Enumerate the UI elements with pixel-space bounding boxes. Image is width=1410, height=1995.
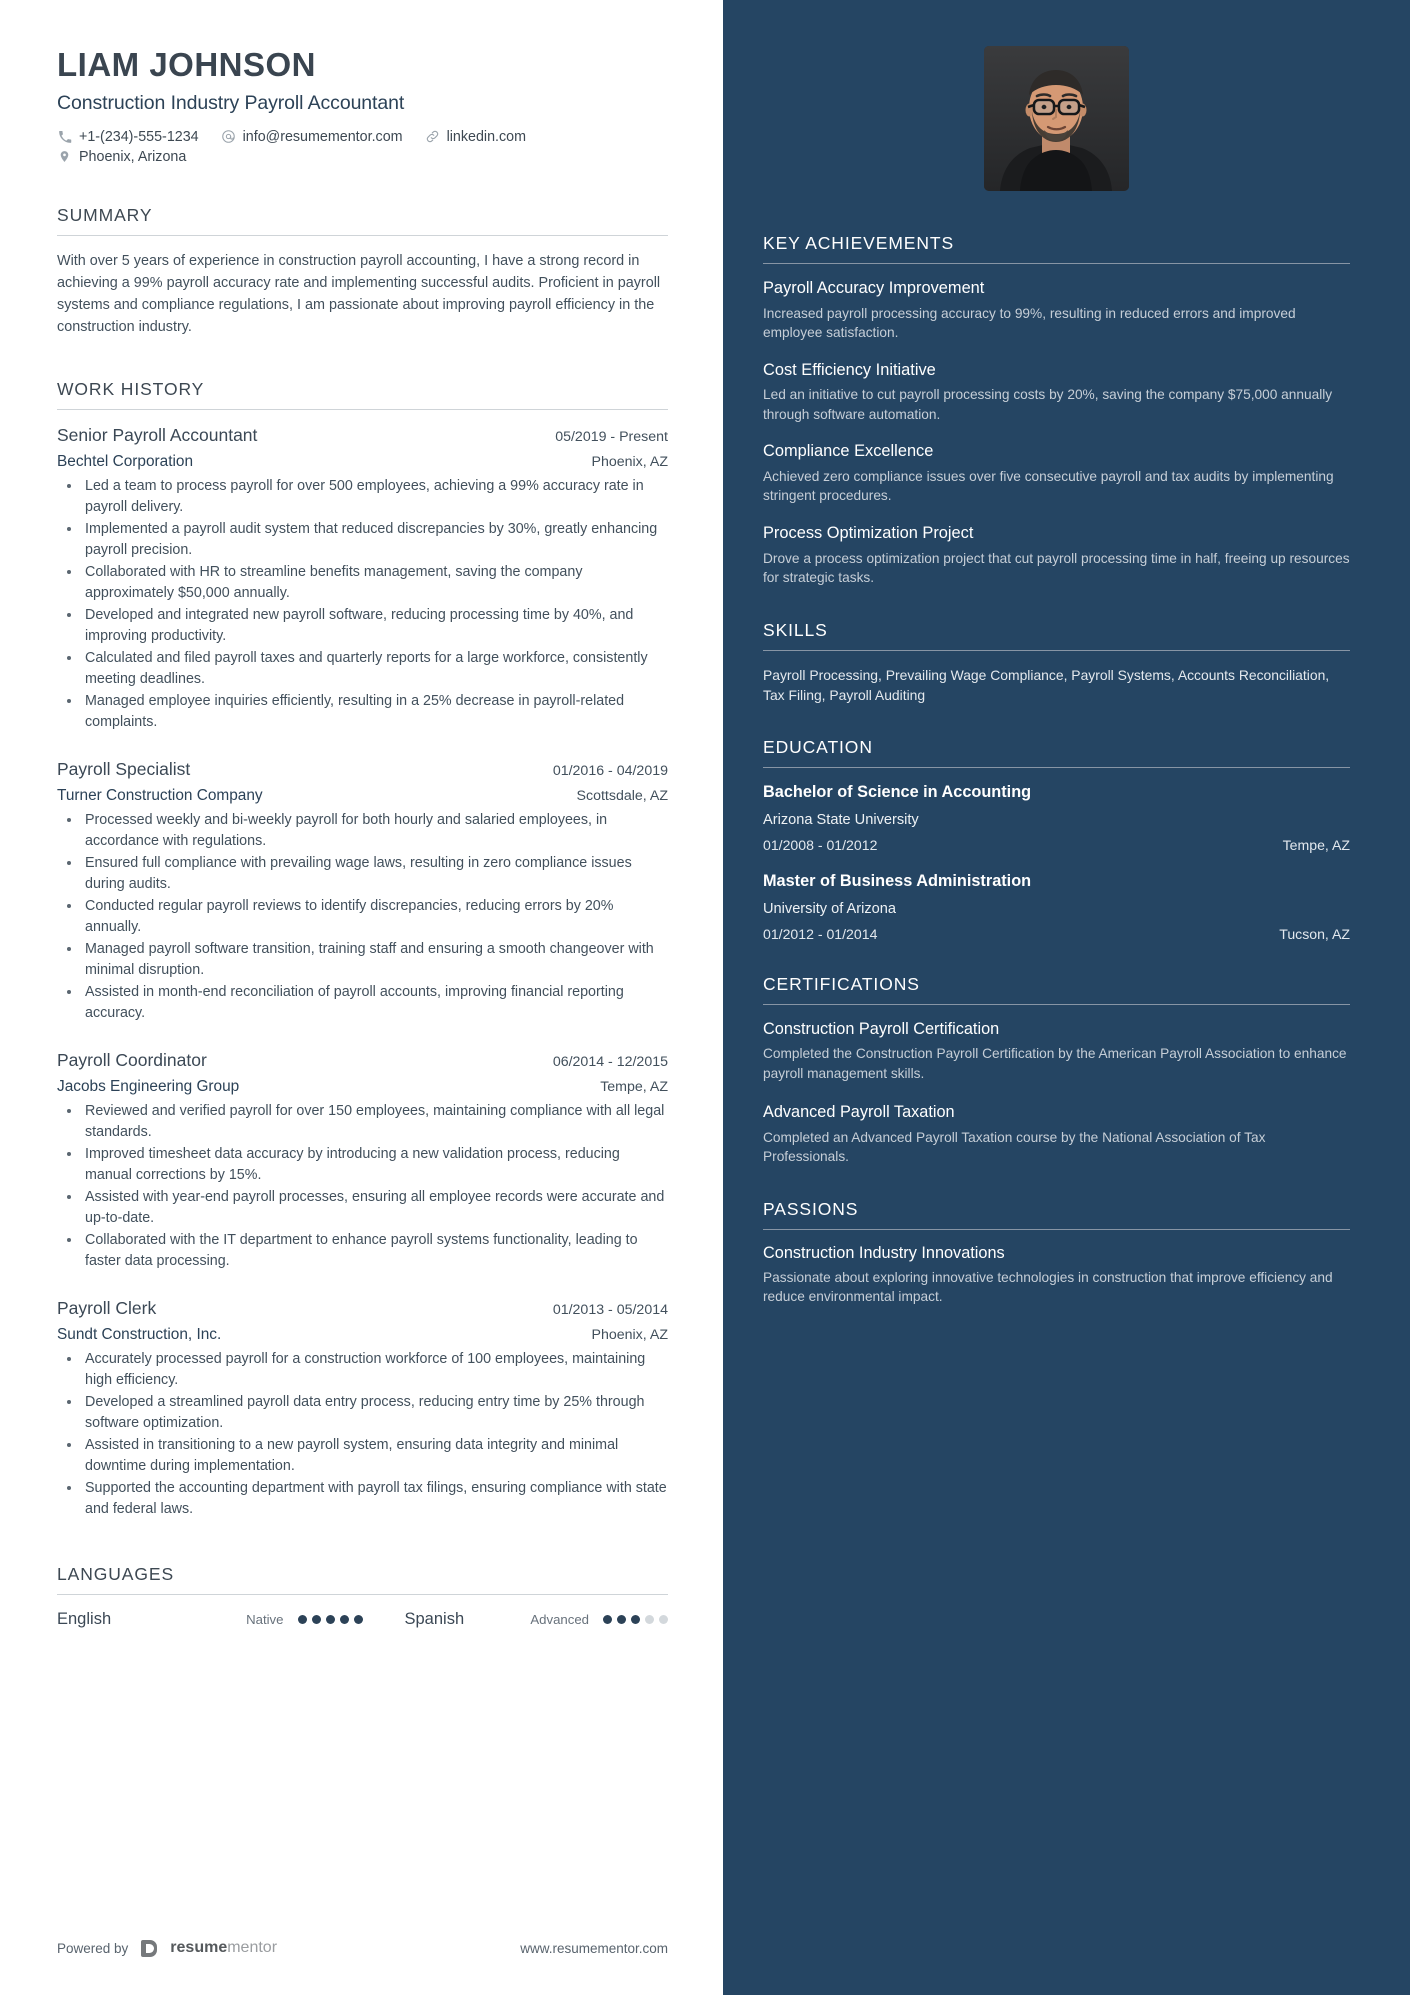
education-item bbox=[763, 782, 1350, 853]
job-location: Phoenix, AZ bbox=[591, 1326, 668, 1343]
achievement-desc: Increased payroll processing accuracy to 99%, resulting in reduced errors and improved employee satisfaction. bbox=[763, 305, 1296, 341]
avatar bbox=[984, 46, 1129, 191]
achievement-title: Cost Efficiency Initiative bbox=[763, 360, 936, 379]
key-achievements-section bbox=[763, 233, 1350, 588]
avatar-wrap bbox=[763, 46, 1350, 191]
work-history-section bbox=[57, 379, 668, 1521]
work-history-item bbox=[57, 1298, 668, 1520]
job-bullet: Managed employee inquiries efficiently, resulting in a 25% decrease in payroll-related complaints. bbox=[57, 691, 668, 733]
job-location: Scottsdale, AZ bbox=[576, 787, 668, 804]
rating-dot bbox=[298, 1615, 307, 1624]
certifications-heading: CERTIFICATIONS bbox=[763, 973, 920, 994]
education-dates: 01/2008 - 01/2012 bbox=[763, 836, 878, 853]
logo-light: mentor bbox=[227, 1939, 278, 1956]
job-bullet: Developed a streamlined payroll data entry process, reducing entry time by 25% through software optimization. bbox=[57, 1392, 668, 1434]
summary-divider bbox=[57, 235, 668, 236]
job-location: Tempe, AZ bbox=[600, 1078, 668, 1095]
achievement-desc: Led an initiative to cut payroll processing costs by 20%, saving the company $75,000 annually through software automation. bbox=[763, 387, 1333, 422]
rating-dot bbox=[603, 1615, 612, 1624]
contact-linkedin-text: linkedin.com bbox=[446, 128, 527, 145]
achievement-item bbox=[763, 523, 1350, 588]
job-bullet: Collaborated with the IT department to enhance payroll systems functionality, leading to faster data processing. bbox=[57, 1230, 668, 1272]
education-location: Tempe, AZ bbox=[1282, 836, 1350, 853]
achievement-title: Process Optimization Project bbox=[763, 524, 974, 543]
job-bullet: Developed and integrated new payroll software, reducing processing time by 40%, and improving productivity. bbox=[57, 605, 668, 647]
avatar-photo bbox=[984, 46, 1129, 191]
passion-title: Construction Industry Innovations bbox=[763, 1243, 1005, 1262]
languages-row bbox=[57, 1610, 668, 1629]
sidebar bbox=[723, 0, 1410, 1995]
passions-divider bbox=[763, 1229, 1350, 1230]
footer bbox=[57, 1939, 668, 1957]
rating-dot bbox=[617, 1615, 626, 1624]
passions-section bbox=[763, 1199, 1350, 1307]
job-bullets bbox=[57, 1101, 668, 1272]
job-bullet: Processed weekly and bi-weekly payroll for both hourly and salaried employees, in accordance with regulations. bbox=[57, 810, 668, 852]
job-bullet: Led a team to process payroll for over 500 employees, achieving a 99% accuracy rate in payroll delivery. bbox=[57, 476, 668, 518]
contact-email-text: info@resumementor.com bbox=[242, 128, 403, 145]
rating-dot bbox=[631, 1615, 640, 1624]
skills-section bbox=[763, 620, 1350, 705]
education-dates: 01/2012 - 01/2014 bbox=[763, 925, 878, 942]
job-bullet: Assisted in transitioning to a new payroll system, ensuring data integrity and minimal downtime during implementation. bbox=[57, 1435, 668, 1477]
certification-desc: Completed the Construction Payroll Certification by the American Payroll Association to enhance payroll management skills. bbox=[763, 1046, 1347, 1081]
job-location: Phoenix, AZ bbox=[591, 453, 668, 470]
education-school: University of Arizona bbox=[763, 900, 897, 917]
resumementor-logo-icon bbox=[141, 1940, 157, 1957]
powered-by bbox=[57, 1939, 277, 1957]
job-dates: 01/2016 - 04/2019 bbox=[552, 762, 668, 779]
language-level: Native bbox=[246, 1612, 284, 1628]
email-icon bbox=[221, 129, 236, 144]
work-history-item bbox=[57, 759, 668, 1024]
achievement-item bbox=[763, 278, 1350, 343]
contact-row bbox=[57, 129, 617, 165]
job-company: Turner Construction Company bbox=[57, 786, 263, 804]
contact-email[interactable] bbox=[221, 129, 403, 145]
key-achievements-heading: KEY ACHIEVEMENTS bbox=[763, 233, 955, 253]
work-history-item bbox=[57, 1050, 668, 1272]
location-pin-icon bbox=[57, 149, 72, 164]
job-dates: 06/2014 - 12/2015 bbox=[552, 1053, 668, 1070]
job-bullets bbox=[57, 810, 668, 1024]
certification-item bbox=[763, 1102, 1350, 1167]
logo-bold: resume bbox=[170, 1939, 228, 1956]
education-section bbox=[763, 737, 1350, 942]
work-history-divider bbox=[57, 409, 668, 410]
job-bullets bbox=[57, 1349, 668, 1520]
job-bullet: Assisted in month-end reconciliation of payroll accounts, improving financial reporting accuracy. bbox=[57, 982, 668, 1024]
phone-icon bbox=[57, 129, 72, 144]
language-rating-dots bbox=[298, 1615, 363, 1624]
skills-text: Payroll Processing, Prevailing Wage Compliance, Payroll Systems, Accounts Reconciliation, Tax Filing, Payroll Auditing bbox=[763, 666, 1330, 703]
achievement-title: Compliance Excellence bbox=[763, 442, 934, 461]
certification-title: Construction Payroll Certification bbox=[763, 1019, 1000, 1038]
language-item bbox=[363, 1610, 669, 1629]
skills-divider bbox=[763, 650, 1350, 651]
job-title: Payroll Coordinator bbox=[57, 1049, 207, 1070]
education-school: Arizona State University bbox=[763, 811, 919, 828]
certifications-section bbox=[763, 974, 1350, 1167]
powered-by-label: Powered by bbox=[57, 1940, 129, 1956]
link-icon bbox=[425, 129, 440, 144]
job-company: Bechtel Corporation bbox=[57, 452, 194, 470]
achievement-item bbox=[763, 441, 1350, 506]
languages-divider bbox=[57, 1594, 668, 1595]
passions-heading: PASSIONS bbox=[763, 1198, 859, 1219]
passion-desc: Passionate about exploring innovative technologies in construction that improve efficiency and reduce environmental impact. bbox=[763, 1269, 1333, 1305]
resumementor-logo-text bbox=[170, 1939, 277, 1957]
certifications-divider bbox=[763, 1004, 1350, 1005]
job-bullet: Ensured full compliance with prevailing wage laws, resulting in zero compliance issues during audits. bbox=[57, 853, 668, 895]
language-level: Advanced bbox=[530, 1612, 589, 1628]
language-name: English bbox=[57, 1610, 112, 1629]
languages-heading: LANGUAGES bbox=[57, 1564, 175, 1585]
job-company: Sundt Construction, Inc. bbox=[57, 1325, 222, 1343]
rating-dot bbox=[312, 1615, 321, 1624]
job-bullet: Collaborated with HR to streamline benefits management, saving the company approximately $50,000 annually. bbox=[57, 562, 668, 604]
rating-dot bbox=[659, 1615, 668, 1624]
job-bullet: Reviewed and verified payroll for over 150 employees, maintaining compliance with all legal standards. bbox=[57, 1101, 668, 1143]
job-title: Payroll Specialist bbox=[57, 758, 191, 779]
job-bullet: Accurately processed payroll for a construction workforce of 100 employees, maintaining high efficiency. bbox=[57, 1349, 668, 1391]
rating-dot bbox=[340, 1615, 349, 1624]
certification-title: Advanced Payroll Taxation bbox=[763, 1103, 955, 1122]
skills-heading: SKILLS bbox=[763, 619, 828, 640]
achievement-item bbox=[763, 360, 1350, 425]
achievement-desc: Achieved zero compliance issues over five consecutive payroll and tax audits by implementing stringent procedures. bbox=[763, 468, 1334, 504]
key-achievements-divider bbox=[763, 263, 1350, 264]
language-name: Spanish bbox=[404, 1610, 465, 1629]
summary-heading: SUMMARY bbox=[57, 204, 153, 225]
job-bullet: Managed payroll software transition, training staff and ensuring a smooth changeover with minimal disruption. bbox=[57, 939, 668, 981]
certification-item bbox=[763, 1019, 1350, 1084]
job-bullet: Conducted regular payroll reviews to identify discrepancies, reducing errors by 20% annually. bbox=[57, 896, 668, 938]
certification-desc: Completed an Advanced Payroll Taxation course by the National Association of Tax Professionals. bbox=[763, 1129, 1266, 1165]
summary-section bbox=[57, 205, 668, 339]
job-title: Payroll Clerk bbox=[57, 1297, 157, 1318]
job-company: Jacobs Engineering Group bbox=[57, 1077, 240, 1095]
work-history-heading: WORK HISTORY bbox=[57, 378, 205, 399]
job-title-headline: Construction Industry Payroll Accountant bbox=[57, 91, 405, 114]
language-item bbox=[57, 1610, 363, 1629]
job-title: Senior Payroll Accountant bbox=[57, 424, 258, 445]
contact-phone-text: +1-(234)-555-1234 bbox=[79, 128, 199, 145]
passion-item bbox=[763, 1244, 1350, 1307]
page-title: LIAM JOHNSON bbox=[57, 46, 317, 83]
languages-section bbox=[57, 1564, 668, 1629]
education-location: Tucson, AZ bbox=[1279, 925, 1350, 942]
contact-phone[interactable] bbox=[57, 129, 199, 145]
job-bullet: Improved timesheet data accuracy by introducing a new validation process, reducing manual corrections by 15%. bbox=[57, 1144, 668, 1186]
contact-linkedin[interactable] bbox=[425, 129, 526, 145]
job-bullets bbox=[57, 476, 668, 733]
achievement-title: Payroll Accuracy Improvement bbox=[763, 279, 985, 297]
summary-text: With over 5 years of experience in construction payroll accounting, I have a strong record in achieving a 99% payroll accuracy rate and implementing successful audits. Proficient in payroll systems and compliance regulations, I am passionate about improving payroll efficiency in the construction industry. bbox=[57, 252, 661, 335]
language-rating-dots bbox=[603, 1615, 668, 1624]
contact-location-text: Phoenix, Arizona bbox=[79, 148, 187, 165]
rating-dot bbox=[326, 1615, 335, 1624]
education-item bbox=[763, 871, 1350, 942]
work-history-item bbox=[57, 425, 668, 733]
job-dates: 01/2013 - 05/2014 bbox=[552, 1301, 668, 1318]
education-heading: EDUCATION bbox=[763, 737, 873, 758]
education-degree: Bachelor of Science in Accounting bbox=[763, 783, 1032, 802]
job-bullet: Supported the accounting department with payroll tax filings, ensuring compliance with state and federal laws. bbox=[57, 1478, 668, 1520]
footer-website: www.resumementor.com bbox=[520, 1940, 668, 1956]
job-dates: 05/2019 - Present bbox=[555, 428, 668, 445]
contact-location bbox=[57, 149, 617, 165]
rating-dot bbox=[645, 1615, 654, 1624]
education-divider bbox=[763, 767, 1350, 768]
rating-dot bbox=[354, 1615, 363, 1624]
job-bullet: Assisted with year-end payroll processes, ensuring all employee records were accurate and up-to-date. bbox=[57, 1187, 668, 1229]
achievement-desc: Drove a process optimization project that cut payroll processing time in half, freeing up resources for strategic tasks. bbox=[763, 550, 1350, 586]
job-bullet: Calculated and filed payroll taxes and quarterly reports for a large workforce, consistently meeting deadlines. bbox=[57, 648, 668, 690]
job-bullet: Implemented a payroll audit system that reduced discrepancies by 30%, greatly enhancing payroll precision. bbox=[57, 519, 668, 561]
education-degree: Master of Business Administration bbox=[763, 871, 1032, 890]
